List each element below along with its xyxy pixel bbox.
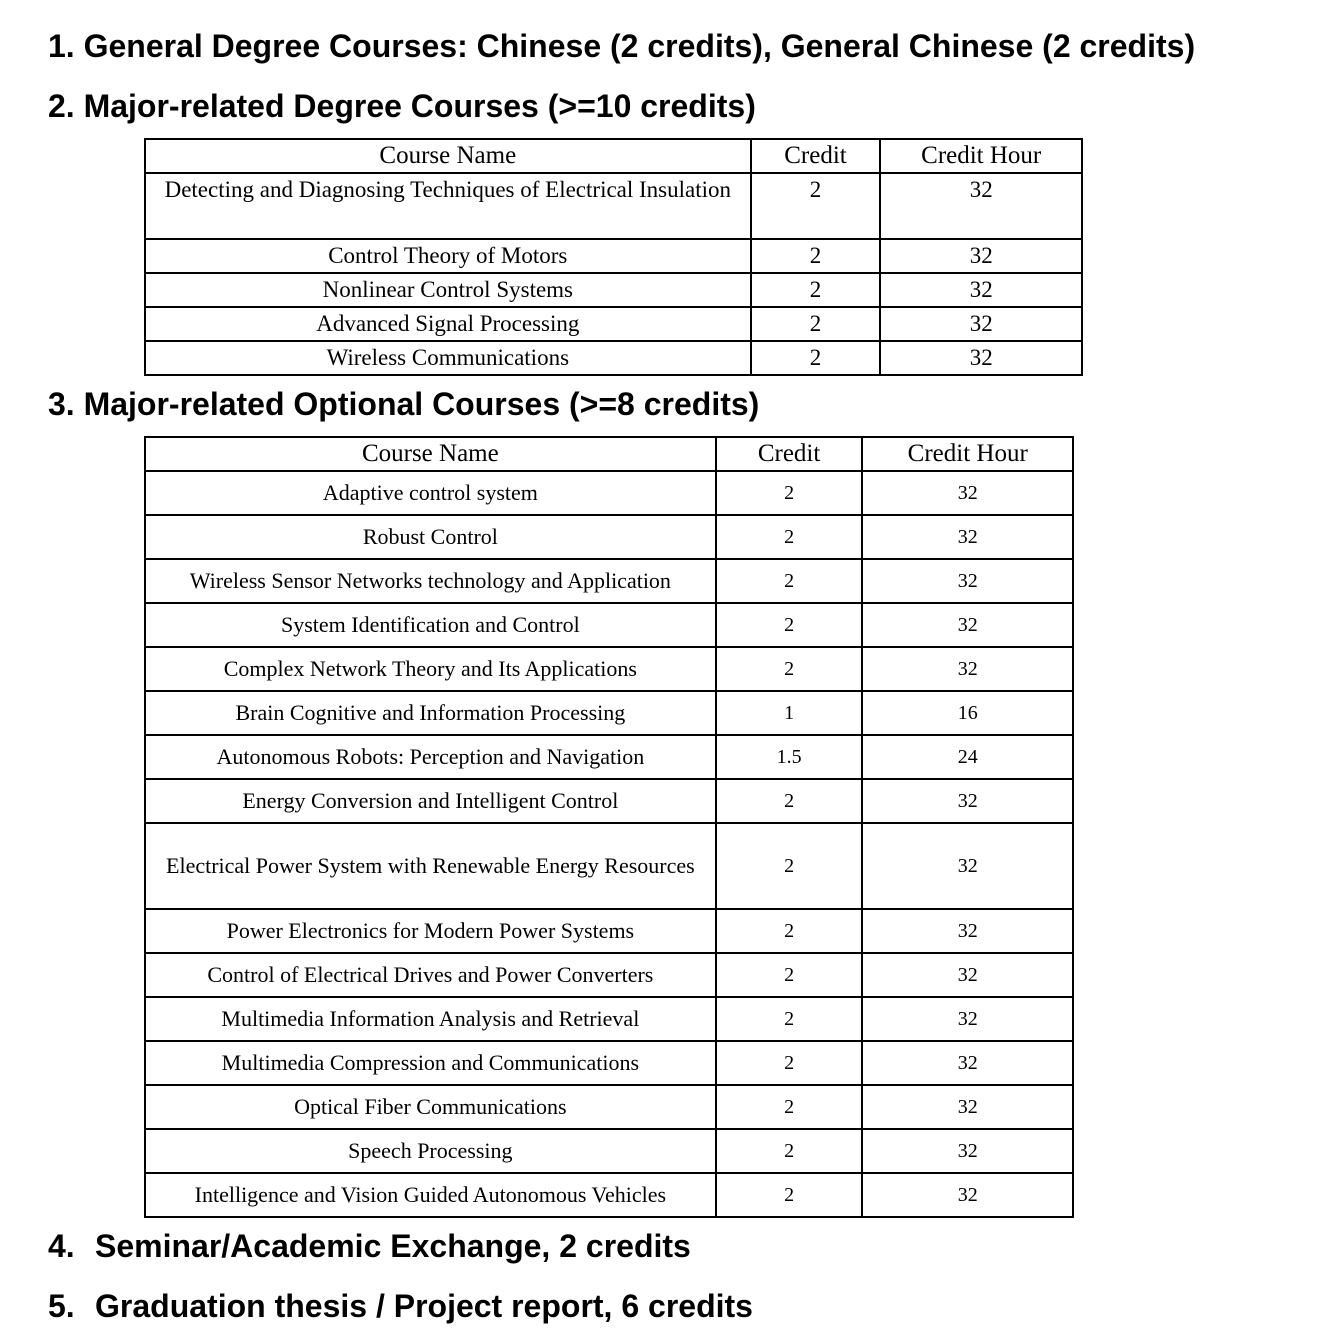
course-name-cell: Speech Processing <box>145 1129 716 1173</box>
header-credit-hour: Credit Hour <box>880 139 1082 173</box>
table-row <box>145 307 1082 341</box>
credit-hour-cell: 32 <box>862 515 1073 559</box>
table-row <box>145 691 1073 735</box>
table-row <box>145 239 1082 273</box>
table-row <box>145 341 1082 375</box>
header-credit: Credit <box>716 437 863 471</box>
course-name-cell: Energy Conversion and Intelligent Control <box>145 779 716 823</box>
course-name-cell: Wireless Sensor Networks technology and Application <box>145 559 716 603</box>
table-header-row <box>145 437 1073 471</box>
credit-hour-cell: 32 <box>880 239 1082 273</box>
table-row <box>145 1129 1073 1173</box>
course-name-cell: Intelligence and Vision Guided Autonomous Vehicles <box>145 1173 716 1217</box>
table-header-row <box>145 139 1082 173</box>
credit-hour-cell: 32 <box>862 1173 1073 1217</box>
header-course-name: Course Name <box>145 437 716 471</box>
section-number: 1. <box>48 28 75 64</box>
credit-cell: 2 <box>716 1085 863 1129</box>
table-row <box>145 997 1073 1041</box>
header-credit-hour: Credit Hour <box>862 437 1073 471</box>
header-credit: Credit <box>751 139 881 173</box>
section-number: 2. <box>48 88 75 124</box>
credit-cell: 2 <box>716 1129 863 1173</box>
table-row <box>145 273 1082 307</box>
credit-hour-cell: 32 <box>862 823 1073 909</box>
credit-hour-cell: 32 <box>862 909 1073 953</box>
course-name-cell: Brain Cognitive and Information Processing <box>145 691 716 735</box>
credit-hour-cell: 16 <box>862 691 1073 735</box>
section-number: 4. <box>48 1228 75 1264</box>
course-name-cell: Adaptive control system <box>145 471 716 515</box>
credit-cell: 2 <box>751 239 881 273</box>
course-name-cell: Control Theory of Motors <box>145 239 751 273</box>
course-name-cell: Power Electronics for Modern Power Systems <box>145 909 716 953</box>
course-name-cell: Wireless Communications <box>145 341 751 375</box>
credit-cell: 2 <box>751 173 881 239</box>
credit-hour-cell: 32 <box>862 603 1073 647</box>
course-name-cell: Complex Network Theory and Its Applications <box>145 647 716 691</box>
course-name-cell: Multimedia Compression and Communications <box>145 1041 716 1085</box>
credit-cell: 2 <box>716 909 863 953</box>
course-name-cell: Autonomous Robots: Perception and Navigation <box>145 735 716 779</box>
credit-cell: 2 <box>716 953 863 997</box>
table-row <box>145 559 1073 603</box>
credit-hour-cell: 32 <box>862 559 1073 603</box>
course-name-cell: System Identification and Control <box>145 603 716 647</box>
section-heading-thesis <box>48 1286 753 1326</box>
table-row <box>145 779 1073 823</box>
table-row <box>145 1173 1073 1217</box>
credit-hour-cell: 32 <box>862 1129 1073 1173</box>
section-heading-degree <box>48 86 756 126</box>
credit-cell: 2 <box>716 471 863 515</box>
credit-cell: 2 <box>716 559 863 603</box>
table-row <box>145 173 1082 239</box>
course-name-cell: Advanced Signal Processing <box>145 307 751 341</box>
credit-cell: 2 <box>716 779 863 823</box>
course-name-cell: Robust Control <box>145 515 716 559</box>
section-number: 5. <box>48 1288 75 1324</box>
section-title: Major-related Degree Courses (>=10 credits) <box>83 88 756 124</box>
table-row <box>145 823 1073 909</box>
table-row <box>145 471 1073 515</box>
course-name: Detecting and Diagnosing Techniques of Electrical Insulation <box>164 177 732 202</box>
credit-hour-cell: 32 <box>862 1085 1073 1129</box>
course-name-cell: Electrical Power System with Renewable Energy Resources <box>145 823 716 909</box>
credit-cell: 2 <box>716 1041 863 1085</box>
credit-hour-cell: 24 <box>862 735 1073 779</box>
credit-hour-cell: 32 <box>862 997 1073 1041</box>
credit-cell: 2 <box>751 307 881 341</box>
optional-courses-table <box>144 436 1074 1218</box>
credit-cell: 2 <box>716 647 863 691</box>
section-number: 3. <box>48 386 75 422</box>
section-title: Seminar/Academic Exchange, 2 credits <box>95 1228 691 1264</box>
table-row <box>145 1041 1073 1085</box>
credit-hour-cell: 32 <box>862 647 1073 691</box>
credit-cell: 2 <box>716 823 863 909</box>
credit-hour-cell: 32 <box>880 273 1082 307</box>
credit-cell: 1.5 <box>716 735 863 779</box>
table-row <box>145 909 1073 953</box>
credit-hour-cell: 32 <box>862 779 1073 823</box>
course-name-cell <box>145 173 751 239</box>
table-row <box>145 515 1073 559</box>
degree-courses-table <box>144 138 1083 376</box>
credit-cell: 2 <box>716 1173 863 1217</box>
section-title: General Degree Courses: Chinese (2 credits), General Chinese (2 credits) <box>83 28 1196 64</box>
section-title: Graduation thesis / Project report, 6 credits <box>95 1288 753 1324</box>
credit-hour-cell: 32 <box>862 1041 1073 1085</box>
table-row <box>145 1085 1073 1129</box>
credit-cell: 2 <box>751 273 881 307</box>
credit-cell: 1 <box>716 691 863 735</box>
credit-hour-cell: 32 <box>880 173 1082 239</box>
credit-cell: 2 <box>751 341 881 375</box>
course-name-cell: Nonlinear Control Systems <box>145 273 751 307</box>
section-heading-general <box>48 26 1195 66</box>
course-name-cell: Optical Fiber Communications <box>145 1085 716 1129</box>
course-name-cell: Multimedia Information Analysis and Retrieval <box>145 997 716 1041</box>
section-heading-optional <box>48 384 759 424</box>
credit-cell: 2 <box>716 997 863 1041</box>
credit-cell: 2 <box>716 603 863 647</box>
credit-cell: 2 <box>716 515 863 559</box>
table-row <box>145 647 1073 691</box>
table-row <box>145 603 1073 647</box>
header-course-name: Course Name <box>145 139 751 173</box>
credit-hour-cell: 32 <box>862 471 1073 515</box>
credit-hour-cell: 32 <box>880 307 1082 341</box>
credit-hour-cell: 32 <box>862 953 1073 997</box>
section-title: Major-related Optional Courses (>=8 credits) <box>83 386 760 422</box>
table-row <box>145 735 1073 779</box>
table-row <box>145 953 1073 997</box>
credit-hour-cell: 32 <box>880 341 1082 375</box>
course-name-cell: Control of Electrical Drives and Power Converters <box>145 953 716 997</box>
section-heading-seminar <box>48 1226 691 1266</box>
